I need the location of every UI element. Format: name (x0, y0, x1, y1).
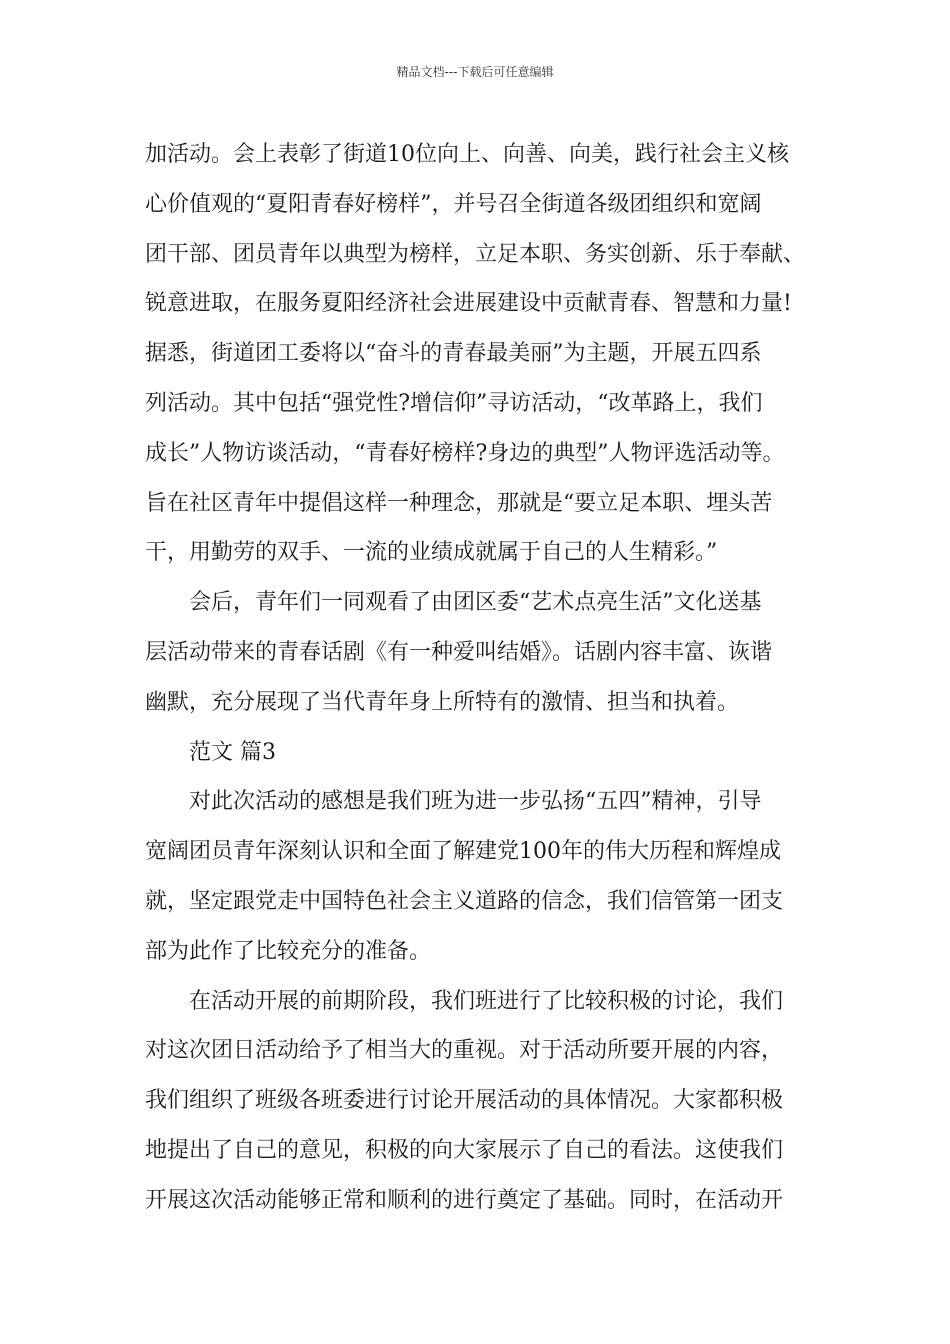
section-heading: 范文 篇3 (189, 739, 276, 765)
page-header: 精品文档---下载后可任意编辑 (396, 65, 554, 79)
text-line: 宽阔团员青年深刻认识和全面了解建党100年的伟大历程和辉煌成 (145, 839, 781, 865)
text-line: 地提出了自己的意见，积极的向大家展示了自己的看法。这使我们 (145, 1137, 784, 1163)
text-line: 据悉，街道团工委将以“奋斗的青春最美丽”为主题，开展五四系 (145, 341, 762, 367)
text-line: 心价值观的“夏阳青春好榜样”，并号召全街道各级团组织和宽阔 (145, 191, 762, 217)
text-line: 旨在社区青年中提倡这样一种理念，那就是“要立足本职、埋头苦 (145, 490, 773, 516)
text-line: 部为此作了比较充分的准备。 (145, 938, 432, 964)
text-line: 就，坚定跟党走中国特色社会主义道路的信念，我们信管第一团支 (145, 888, 784, 914)
document-body (145, 130, 825, 1226)
paragraph-start-line: 会后，青年们一同观看了由团区委“艺术点亮生活”文化送基 (189, 590, 762, 616)
text-line: 干，用勤劳的双手、一流的业绩成就属于自己的人生精彩。” (145, 540, 718, 566)
text-line: 加活动。会上表彰了街道10位向上、向善、向美，践行社会主义核 (145, 142, 789, 167)
text-line: 锐意进取，在服务夏阳经济社会进展建设中贡献青春、智慧和力量! (145, 291, 792, 317)
text-line: 对这次团日活动给予了相当大的重视。对于活动所要开展的内容， (145, 1038, 784, 1064)
text-line: 开展这次活动能够正常和顺利的进行奠定了基础。同时，在活动开 (145, 1187, 784, 1213)
text-line: 我们组织了班级各班委进行讨论开展活动的具体情况。大家都积极 (145, 1088, 784, 1114)
paragraph-start-line: 在活动开展的前期阶段，我们班进行了比较积极的讨论，我们 (189, 988, 784, 1014)
text-line: 成长”人物访谈活动，“青春好榜样?身边的典型”人物评选活动等。 (145, 440, 785, 466)
text-line: 层活动带来的青春话剧《有一种爱叫结婚》。话剧内容丰富、诙谐 (145, 639, 773, 665)
text-line: 列活动。其中包括“强党性?增信仰”寻访活动，“改革路上，我们 (145, 390, 763, 416)
text-line: 团干部、团员青年以典型为榜样，立足本职、务实创新、乐于奉献、 (145, 241, 806, 267)
text-line: 幽默，充分展现了当代青年身上所特有的激情、担当和执着。 (145, 689, 740, 715)
paragraph-start-line: 对此次活动的感想是我们班为进一步弘扬“五四”精神，引导 (189, 789, 762, 815)
